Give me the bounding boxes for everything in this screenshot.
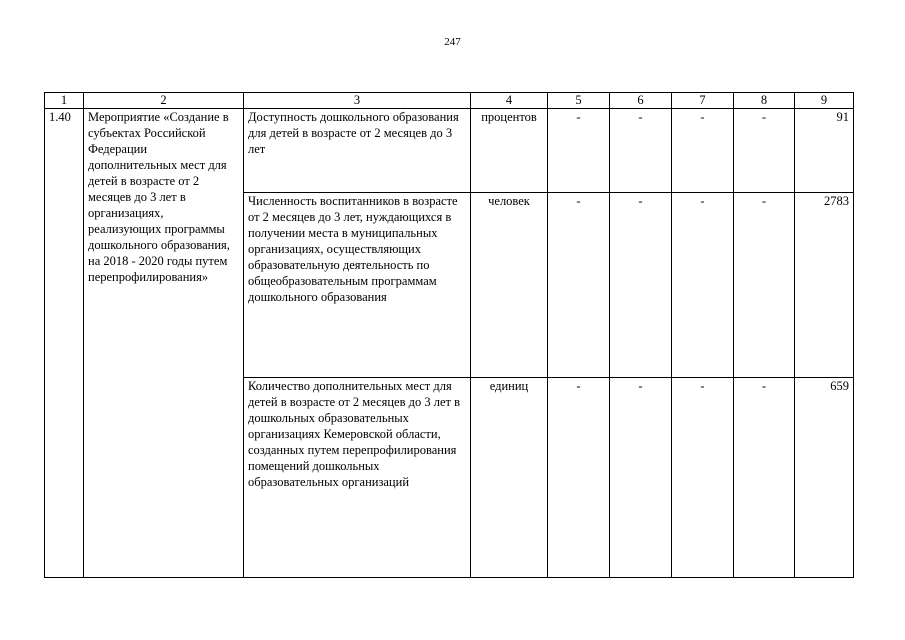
column-header-7: 7: [672, 93, 734, 109]
table-row: [45, 109, 854, 193]
column-header-4: 4: [471, 93, 548, 109]
indicator-unit: процентов: [471, 109, 548, 193]
column-header-1: 1: [45, 93, 84, 109]
column-header-row: [45, 93, 854, 109]
value-col-5: -: [548, 378, 610, 578]
value-col-8: -: [734, 378, 795, 578]
event-description: Мероприятие «Создание в субъектах Российской Федерации дополнительных мест для детей в возрасте от 2 месяцев до 3 лет в организациях, реализующих программы дошкольного образования, на 2018 - 2020 годы путем перепрофилирования»: [84, 109, 244, 578]
row-id: 1.40: [45, 109, 84, 578]
indicator-unit: человек: [471, 193, 548, 378]
value-col-9: 2783: [795, 193, 854, 378]
indicator-unit: единиц: [471, 378, 548, 578]
value-col-7: -: [672, 378, 734, 578]
value-col-5: -: [548, 193, 610, 378]
value-col-7: -: [672, 109, 734, 193]
column-header-5: 5: [548, 93, 610, 109]
value-col-6: -: [610, 193, 672, 378]
page-number: 247: [444, 36, 461, 48]
value-col-6: -: [610, 378, 672, 578]
column-header-8: 8: [734, 93, 795, 109]
column-header-2: 2: [84, 93, 244, 109]
indicator-name: Количество дополнительных мест для детей в возрасте от 2 месяцев до 3 лет в дошкольных образовательных организациях Кемеровской области, созданных путем перепрофилирования помещений дошкольных образовательных организаций: [244, 378, 471, 578]
data-table: [44, 92, 854, 578]
column-header-9: 9: [795, 93, 854, 109]
indicator-name: Доступность дошкольного образования для детей в возрасте от 2 месяцев до 3 лет: [244, 109, 471, 193]
value-col-8: -: [734, 109, 795, 193]
value-col-9: 659: [795, 378, 854, 578]
value-col-8: -: [734, 193, 795, 378]
value-col-7: -: [672, 193, 734, 378]
column-header-6: 6: [610, 93, 672, 109]
indicator-name: Численность воспитанников в возрасте от 2 месяцев до 3 лет, нуждающихся в получении места в муниципальных организациях, осуществляющих образовательную деятельность по общеобразовательным программам дошкольного образования: [244, 193, 471, 378]
value-col-5: -: [548, 109, 610, 193]
value-col-6: -: [610, 109, 672, 193]
value-col-9: 91: [795, 109, 854, 193]
column-header-3: 3: [244, 93, 471, 109]
